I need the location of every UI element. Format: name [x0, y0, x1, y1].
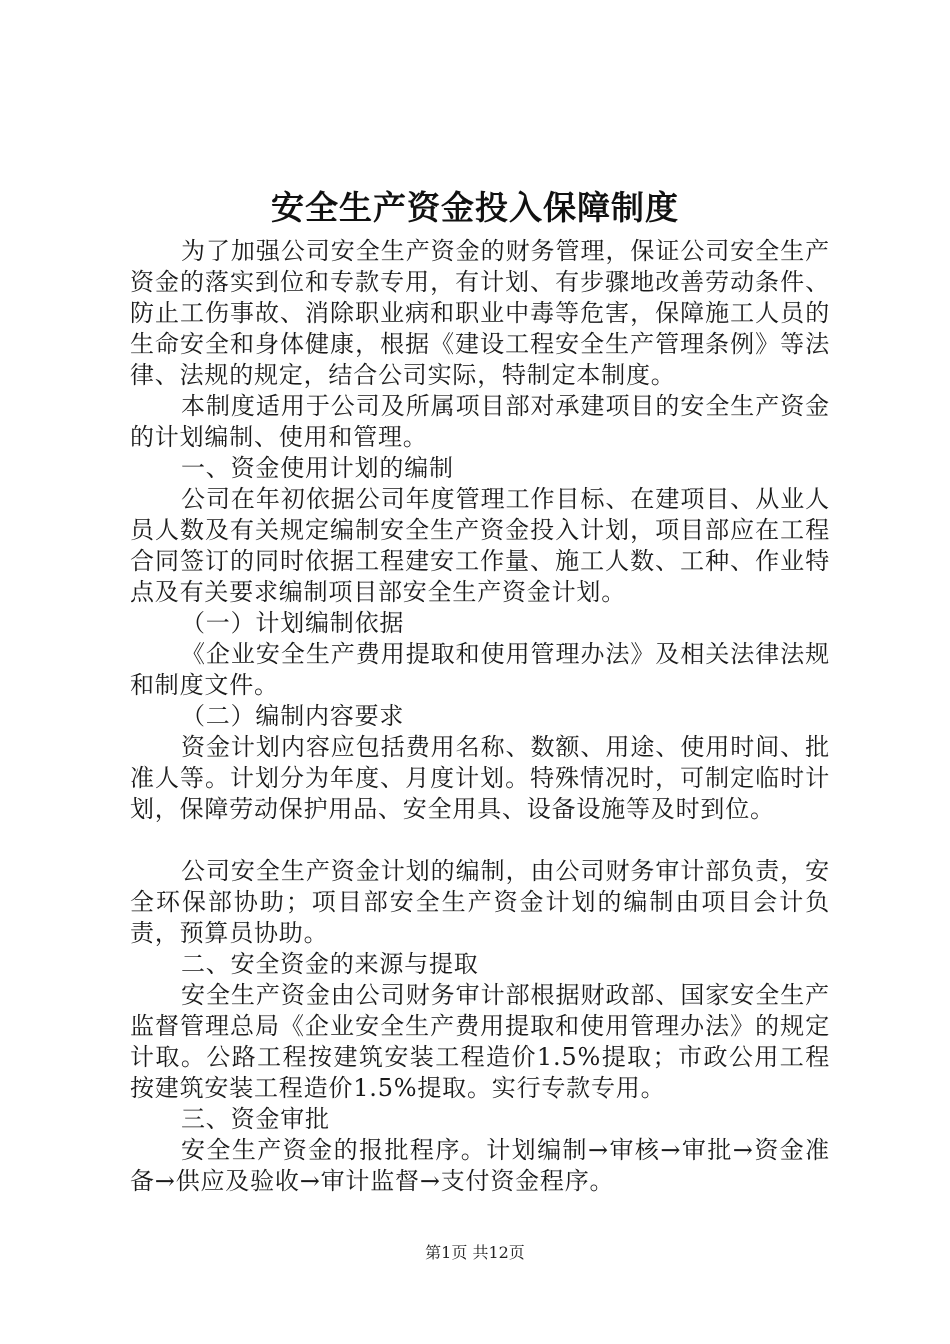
scope-paragraph: 本制度适用于公司及所属项目部对承建项目的安全生产资金的计划编制、使用和管理。	[130, 392, 830, 451]
responsibility-paragraph: 公司安全生产资金计划的编制，由公司财务审计部负责，安全环保部协助；项目部安全生产资金计划的编制由项目会计负责，预算员协助。	[130, 857, 830, 947]
section-1-paragraph: 公司在年初依据公司年度管理工作目标、在建项目、从业人员人数及有关规定编制安全生产资金投入计划，项目部应在工程合同签订的同时依据工程建安工作量、施工人数、工种、作业特点及有关要求编制项目部安全生产资金计划。	[130, 485, 830, 606]
section-heading-1: 一、资金使用计划的编制	[181, 454, 454, 482]
subsection-2-paragraph: 资金计划内容应包括费用名称、数额、用途、使用时间、批准人等。计划分为年度、月度计划。特殊情况时，可制定临时计划，保障劳动保护用品、安全用具、设备设施等及时到位。	[130, 733, 830, 823]
section-2-paragraph: 安全生产资金由公司财务审计部根据财政部、国家安全生产监督管理总局《企业安全生产费用提取和使用管理办法》的规定计取。公路工程按建筑安装工程造价1.5%提取；市政公用工程按建筑安装工程造价1.5%提取。实行专款专用。	[130, 981, 830, 1102]
section-3-paragraph: 安全生产资金的报批程序。计划编制→审核→审批→资金准备→供应及验收→审计监督→支付资金程序。	[130, 1136, 830, 1195]
section-heading-3: 三、资金审批	[181, 1105, 330, 1133]
blank-line	[130, 825, 830, 856]
document-title: 安全生产资金投入保障制度	[271, 188, 679, 227]
intro-paragraph: 为了加强公司安全生产资金的财务管理，保证公司安全生产资金的落实到位和专款专用，有计划、有步骤地改善劳动条件、防止工伤事故、消除职业病和职业中毒等危害，保障施工人员的生命安全和身体健康，根据《建设工程安全生产管理条例》等法律、法规的规定，结合公司实际，特制定本制度。	[130, 237, 830, 389]
page-number-footer: 第1页 共12页	[425, 1243, 525, 1262]
subsection-heading-2: （二）编制内容要求	[181, 702, 405, 730]
subsection-1-paragraph: 《企业安全生产费用提取和使用管理办法》及相关法律法规和制度文件。	[130, 640, 830, 699]
document-body	[130, 236, 830, 1197]
section-heading-2: 二、安全资金的来源与提取	[181, 950, 479, 978]
subsection-heading-1: （一）计划编制依据	[181, 609, 405, 637]
